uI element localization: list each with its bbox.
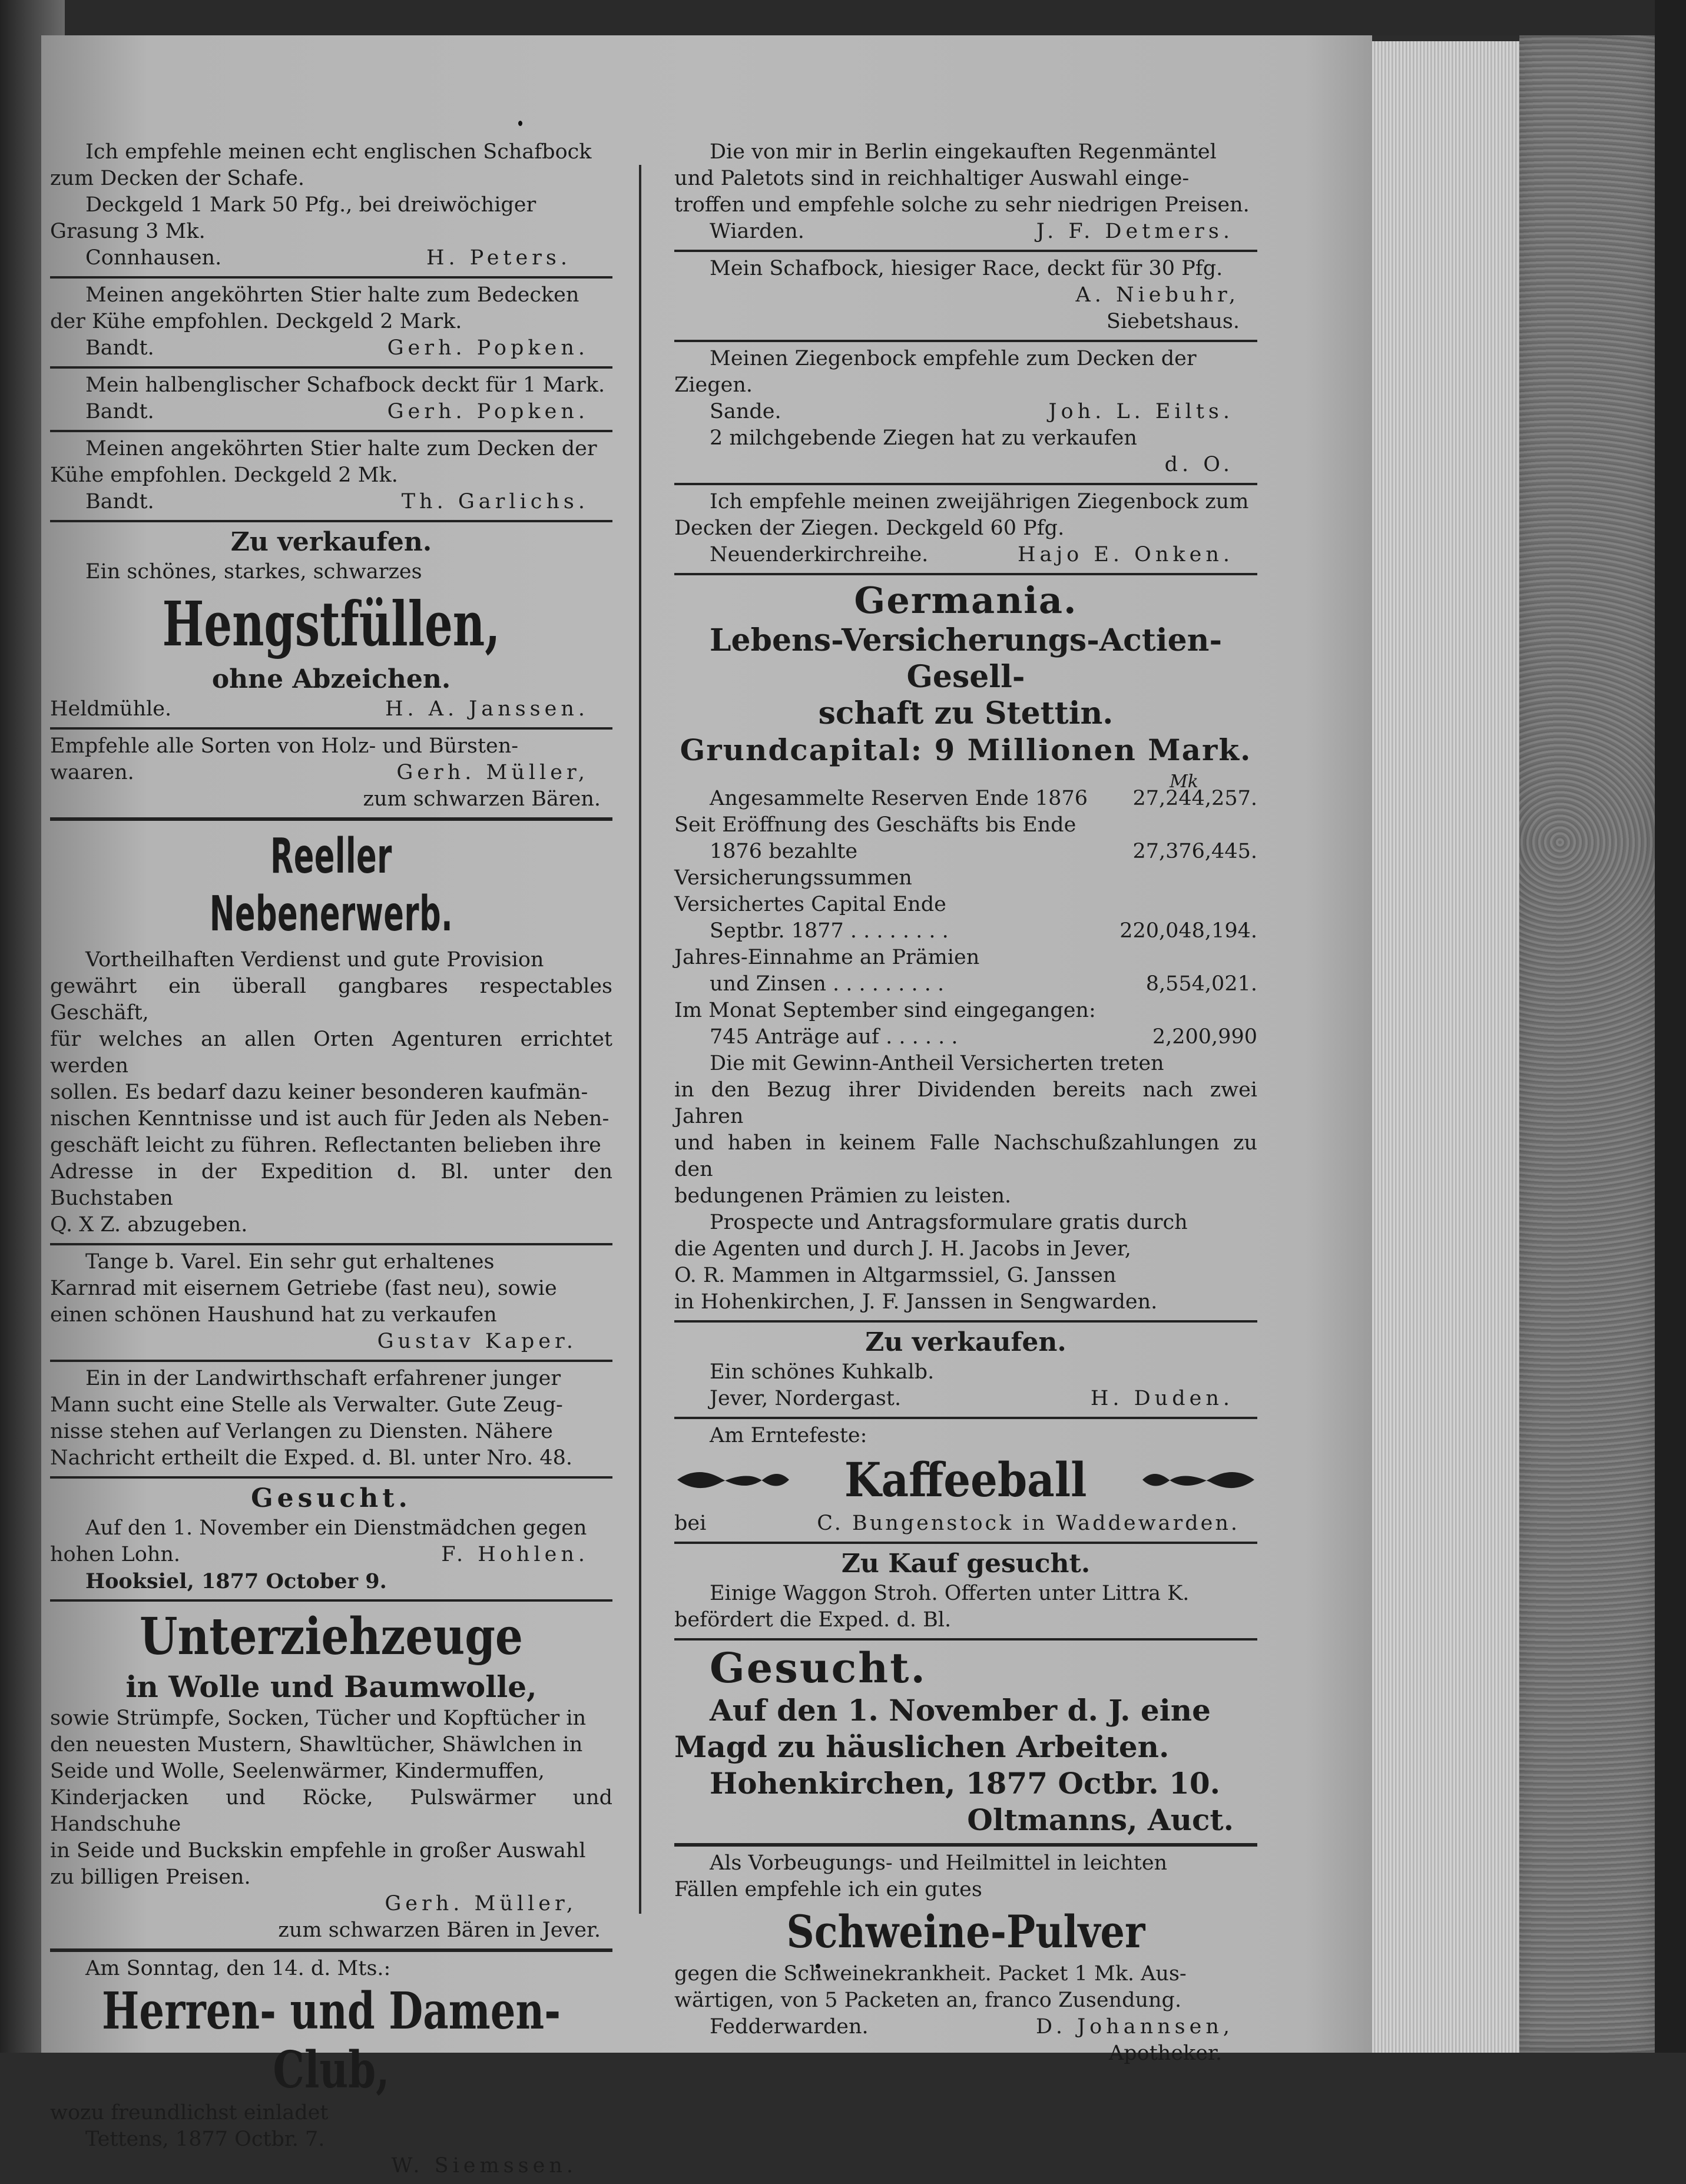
ad-text: Decken der Ziegen. Deckgeld 60 Pfg. bbox=[674, 516, 1065, 540]
row-label: Versichertes Capital Ende bbox=[674, 893, 946, 916]
ad-text: O. R. Mammen in Altgarmssiel, G. Janssen bbox=[674, 1264, 1117, 1287]
advertiser-name: Hajo E. Onken. bbox=[1017, 543, 1234, 566]
left-column bbox=[50, 135, 612, 2184]
signature-line bbox=[50, 399, 612, 425]
ad-text: Auf den 1. November ein Dienstmädchen gegen bbox=[85, 1516, 587, 1540]
signature-line bbox=[50, 489, 612, 515]
advertiser-name: d. O. bbox=[1164, 453, 1234, 476]
signature-line bbox=[674, 218, 1257, 245]
ad-text: Meinen angeköhrten Stier halte zum Decken der bbox=[85, 437, 597, 460]
capital-line: Grundcapital: 9 Millionen Mark. bbox=[680, 733, 1252, 767]
column-divider-lower bbox=[639, 1802, 641, 1914]
ad-text: Meinen angeköhrten Stier halte zum Bedecken bbox=[85, 283, 579, 307]
row-value: 27,376,445. bbox=[1132, 840, 1257, 863]
ad-subheading: schaft zu Stettin. bbox=[818, 695, 1114, 731]
advertiser-name: W. Siemssen. bbox=[391, 2154, 577, 2178]
scan-background-top bbox=[0, 0, 1686, 35]
ad-text: Empfehle alle Sorten von Holz- und Bürsten- bbox=[50, 734, 519, 758]
advertiser-name: Joh. L. Eilts. bbox=[1048, 400, 1234, 423]
ad-stroh bbox=[674, 1542, 1257, 1638]
dateline: Hooksiel, 1877 October 9. bbox=[85, 1569, 387, 1593]
row-value: 8,554,021. bbox=[1145, 972, 1257, 996]
table-row bbox=[674, 892, 1257, 918]
row-value: 220,048,194. bbox=[1119, 919, 1257, 943]
ad-hengstfuellen bbox=[50, 520, 612, 727]
ad-headline: Reeller Nebenerwerb. bbox=[209, 828, 453, 942]
ad-text: Magd zu häuslichen Arbeiten. bbox=[674, 1729, 1170, 1764]
ad-text: hohen Lohn. bbox=[50, 1543, 181, 1566]
signature-line bbox=[674, 1386, 1257, 1412]
signature-line bbox=[50, 335, 612, 362]
ad-text: Meinen Ziegenbock empfehle zum Decken der bbox=[710, 347, 1197, 370]
advertiser-name: C. Bungenstock in Waddewarden. bbox=[817, 1512, 1240, 1535]
ad-schafbock-peters bbox=[50, 135, 612, 276]
ad-germania bbox=[674, 573, 1257, 1320]
scan-background-right bbox=[1655, 0, 1686, 2053]
ad-text: Kinderjacken und Röcke, Pulswärmer und Handschuhe bbox=[50, 1786, 612, 1836]
advertiser-name: Gerh. Müller, bbox=[396, 761, 589, 784]
ad-headline: Germania. bbox=[854, 579, 1078, 622]
ad-schafbock-niebuhr bbox=[674, 250, 1257, 340]
ad-headline: Gesucht. bbox=[710, 1643, 927, 1692]
ad-dienstmaedchen bbox=[50, 1476, 612, 1599]
ad-text: Kühe empfohlen. Deckgeld 2 Mk. bbox=[50, 463, 398, 487]
ad-text: den neuesten Mustern, Shawltücher, Shäwlchen in bbox=[50, 1733, 583, 1757]
ad-kuhkalb-duden bbox=[674, 1320, 1257, 1417]
advertiser-name: Gerh. Popken. bbox=[387, 400, 589, 423]
ad-text: Vortheilhaften Verdienst und gute Provision bbox=[85, 948, 544, 972]
ad-text: für welches an allen Orten Agenturen errichtet werden bbox=[50, 1028, 612, 1078]
ad-magd-oltmanns bbox=[674, 1638, 1257, 1843]
place: Jever, Nordergast. bbox=[710, 1387, 902, 1410]
ad-text: der Kühe empfohlen. Deckgeld 2 Mark. bbox=[50, 310, 462, 333]
table-row bbox=[674, 786, 1257, 812]
place: Sande. bbox=[710, 400, 781, 423]
advertiser-name: Gerh. Popken. bbox=[387, 336, 589, 360]
ad-text: Ich empfehle meinen zweijährigen Ziegenbock zum bbox=[710, 490, 1249, 513]
ink-speck bbox=[518, 121, 522, 126]
ad-text: Nachricht ertheilt die Exped. d. Bl. unter Nro. 48. bbox=[50, 1446, 572, 1470]
advertiser-name: Gustav Kaper. bbox=[377, 1330, 577, 1353]
right-column bbox=[674, 135, 1257, 2072]
ad-stier-garlichs bbox=[50, 430, 612, 520]
ad-text: Die mit Gewinn-Antheil Versicherten treten bbox=[710, 1052, 1164, 1075]
ad-text: bei bbox=[674, 1512, 707, 1535]
ad-text: und haben in keinem Falle Nachschußzahlungen zu den bbox=[674, 1131, 1257, 1181]
row-value: 2,200,990 bbox=[1152, 1025, 1257, 1049]
table-row bbox=[674, 971, 1257, 997]
ad-text: wärtigen, von 5 Packeten an, franco Zusendung. bbox=[674, 1989, 1182, 2012]
row-label: 1876 bezahlte Versicherungssummen bbox=[674, 840, 912, 890]
dateline: Hohenkirchen, 1877 Octbr. 10. bbox=[710, 1766, 1221, 1801]
ad-text: Ein schönes Kuhkalb. bbox=[710, 1360, 935, 1384]
ad-text: in den Bezug ihrer Dividenden bereits nach zwei Jahren bbox=[674, 1078, 1257, 1128]
ad-text: zu billigen Preisen. bbox=[50, 1865, 251, 1889]
ad-text: Einige Waggon Stroh. Offerten unter Littra K. bbox=[710, 1582, 1190, 1605]
table-row bbox=[674, 997, 1257, 1024]
ad-unterziehzeuge bbox=[50, 1599, 612, 1948]
signature-line bbox=[674, 542, 1257, 568]
ad-text: Q. X Z. abzugeben. bbox=[50, 1213, 248, 1237]
ad-text: und Paletots sind in reichhaltiger Auswahl einge- bbox=[674, 167, 1190, 190]
ad-text: in Seide und Buckskin empfehle in großer Auswahl bbox=[50, 1839, 586, 1862]
ad-text: Als Vorbeugungs- und Heilmittel in leichten bbox=[710, 1851, 1168, 1875]
dateline: Tettens, 1877 Octbr. 7. bbox=[85, 2127, 325, 2151]
table-row bbox=[674, 839, 1257, 892]
advertiser-name: J. F. Detmers. bbox=[1036, 220, 1234, 243]
place: Bandt. bbox=[85, 400, 154, 423]
ad-text: Auf den 1. November d. J. eine bbox=[710, 1693, 1211, 1728]
ad-text: nisse stehen auf Verlangen zu Diensten. Nähere bbox=[50, 1420, 553, 1443]
table-row bbox=[674, 1024, 1257, 1050]
place: Fedderwarden. bbox=[710, 2015, 869, 2039]
signature-line bbox=[674, 1510, 1257, 1537]
advertiser-name: D. Johannsen, bbox=[1036, 2015, 1234, 2039]
signature-line bbox=[674, 399, 1257, 425]
ad-subheading: ohne Abzeichen. bbox=[211, 664, 451, 694]
ad-text: geschäft leicht zu führen. Reflectanten belieben ihre bbox=[50, 1134, 601, 1157]
signature-line bbox=[50, 1542, 612, 1568]
ad-verwalter bbox=[50, 1360, 612, 1476]
signature-line bbox=[50, 245, 612, 271]
advertiser-name: F. Hohlen. bbox=[441, 1543, 589, 1566]
ornament-left-icon bbox=[674, 1462, 792, 1497]
place: Heldmühle. bbox=[50, 697, 172, 721]
ad-text: Seide und Wolle, Seelenwärmer, Kindermuffen, bbox=[50, 1759, 545, 1783]
ad-headline: Unterziehzeuge bbox=[140, 1607, 523, 1666]
advertiser-name: Gerh. Müller, bbox=[385, 1892, 577, 1915]
ad-text: wozu freundlichst einladet bbox=[50, 2101, 329, 2125]
ad-text: Ein in der Landwirthschaft erfahrener junger bbox=[85, 1367, 561, 1390]
ad-regenmaentel-detmers bbox=[674, 135, 1257, 250]
ad-text: Adresse in der Expedition d. Bl. unter den Buchstaben bbox=[50, 1160, 612, 1210]
ad-herren-damen-club bbox=[50, 1948, 612, 2184]
ad-text: Tange b. Varel. Ein sehr gut erhaltenes bbox=[85, 1250, 495, 1274]
row-label: und Zinsen . . . . . . . . . bbox=[710, 972, 945, 996]
ad-text: Karnrad mit eisernem Getriebe (fast neu), sowie bbox=[50, 1277, 557, 1300]
ad-ziegenbock-onken bbox=[674, 483, 1257, 573]
ad-text: Deckgeld 1 Mark 50 Pfg., bei dreiwöchiger bbox=[85, 193, 536, 217]
ad-ziegenbock-eilts bbox=[674, 340, 1257, 483]
ad-text: zum Decken der Schafe. bbox=[50, 167, 305, 190]
ad-text: Prospecte und Antragsformulare gratis durch bbox=[710, 1211, 1188, 1234]
ad-text: Die von mir in Berlin eingekauften Regenmäntel bbox=[710, 140, 1217, 164]
ad-schweine-pulver bbox=[674, 1843, 1257, 2072]
ad-text: Mein halbenglischer Schafbock deckt für 1 Mark. bbox=[85, 373, 605, 397]
ad-text: einen schönen Haushund hat zu verkaufen bbox=[50, 1303, 497, 1327]
ad-heading: Zu verkaufen. bbox=[865, 1327, 1066, 1357]
row-label: Septbr. 1877 . . . . . . . . bbox=[710, 919, 949, 943]
ad-text: Am Erntefeste: bbox=[710, 1424, 867, 1447]
signature-line bbox=[50, 696, 612, 723]
ad-headline: Schweine-Pulver bbox=[786, 1905, 1145, 1958]
ad-schafbock-popken bbox=[50, 366, 612, 430]
ad-text: Am Sonntag, den 14. d. Mts.: bbox=[85, 1957, 391, 1980]
ad-subheading: in Wolle und Baumwolle, bbox=[125, 1669, 537, 1704]
ad-text: befördert die Exped. d. Bl. bbox=[674, 1608, 952, 1632]
place: Neuenderkirchreihe. bbox=[710, 543, 929, 566]
ad-text: gewährt ein überall gangbares respectables Geschäft, bbox=[50, 975, 612, 1025]
ad-text: sollen. Es bedarf dazu keiner besonderen kaufmän- bbox=[50, 1081, 588, 1104]
column-divider bbox=[639, 165, 641, 1902]
row-label: Seit Eröffnung des Geschäfts bis Ende bbox=[674, 813, 1076, 837]
ad-text: Ziegen. bbox=[674, 373, 753, 397]
advertiser-address: Siebetshaus. bbox=[1106, 310, 1240, 333]
place: Wiarden. bbox=[710, 220, 804, 243]
place: Bandt. bbox=[85, 490, 154, 513]
table-row bbox=[674, 944, 1257, 971]
ad-text: Ich empfehle meinen echt englischen Schafbock bbox=[85, 140, 592, 164]
ad-headline: Herren- und Damen-Club, bbox=[101, 1981, 561, 2100]
ad-text: waaren. bbox=[50, 761, 134, 784]
kaffeeball-banner bbox=[674, 1451, 1257, 1508]
advertiser-name: H. Duden. bbox=[1090, 1387, 1234, 1410]
signature-line bbox=[674, 2014, 1257, 2040]
ad-text: die Agenten und durch J. H. Jacobs in Jever, bbox=[674, 1237, 1131, 1261]
ad-text: Fällen empfehle ich ein gutes bbox=[674, 1878, 982, 1901]
ad-heading: Gesucht. bbox=[251, 1483, 412, 1513]
row-value: 27,244,257. bbox=[1132, 787, 1257, 810]
ad-text: sowie Strümpfe, Socken, Tücher und Kopftücher in bbox=[50, 1706, 587, 1730]
ornament-right-icon bbox=[1140, 1462, 1257, 1497]
ad-text: troffen und empfehle solche zu sehr niedrigen Preisen. bbox=[674, 193, 1250, 217]
ad-heading: Zu Kauf gesucht. bbox=[841, 1549, 1091, 1579]
ad-subheading: Lebens-Versicherungs-Actien-Gesell- bbox=[709, 622, 1223, 695]
place: Bandt. bbox=[85, 336, 154, 360]
financial-table bbox=[674, 786, 1257, 1050]
ad-text: Ein schönes, starkes, schwarzes bbox=[85, 560, 422, 584]
ad-text: gegen die Schweinekrankheit. Packet 1 Mk. Aus- bbox=[674, 1962, 1187, 1986]
ad-headline: Hengstfüllen, bbox=[162, 588, 501, 660]
advertiser-name: Oltmanns, Auct. bbox=[967, 1802, 1234, 1837]
ad-holzwaaren-mueller bbox=[50, 727, 612, 817]
table-row bbox=[674, 812, 1257, 839]
ad-text: in Hohenkirchen, J. F. Janssen in Sengwarden. bbox=[674, 1290, 1158, 1314]
marbled-cover-board bbox=[1519, 35, 1655, 2053]
advertiser-address: zum schwarzen Bären. bbox=[363, 787, 601, 811]
row-label: Angesammelte Reserven Ende 1876 bbox=[710, 787, 1088, 810]
advertiser-name: Th. Garlichs. bbox=[401, 490, 589, 513]
row-label: Im Monat September sind eingegangen: bbox=[674, 999, 1096, 1022]
row-label: 745 Anträge auf . . . . . . bbox=[710, 1025, 958, 1049]
ad-text: nischen Kenntnisse und ist auch für Jeden als Neben- bbox=[50, 1107, 610, 1131]
ad-text: Mein Schafbock, hiesiger Race, deckt für 30 Pfg. bbox=[710, 257, 1223, 280]
advertiser-name: A. Niebuhr, bbox=[1075, 283, 1240, 307]
advertiser-address: zum schwarzen Bären in Jever. bbox=[278, 1918, 601, 1942]
table-row bbox=[674, 918, 1257, 944]
book-fore-edge bbox=[1372, 41, 1519, 2053]
ad-text: bedungenen Prämien zu leisten. bbox=[674, 1184, 1012, 1208]
ad-text: Grasung 3 Mk. bbox=[50, 220, 206, 243]
ad-heading: Zu verkaufen. bbox=[230, 527, 432, 557]
row-label: Jahres-Einnahme an Prämien bbox=[674, 946, 980, 969]
ad-headline: Kaffeeball bbox=[844, 1452, 1087, 1507]
ad-text: 2 milchgebende Ziegen hat zu verkaufen bbox=[710, 426, 1137, 450]
place: Connhausen. bbox=[85, 246, 222, 270]
advertiser-title: Apotheker. bbox=[1108, 2042, 1222, 2065]
currency-symbol: Mk bbox=[1170, 771, 1198, 792]
ad-karnrad-kaper bbox=[50, 1243, 612, 1360]
ad-stier-popken bbox=[50, 276, 612, 366]
advertiser-name: H. Peters. bbox=[426, 246, 571, 270]
ad-kaffeeball bbox=[674, 1417, 1257, 1542]
advertiser-name: H. A. Janssen. bbox=[385, 697, 589, 721]
ad-nebenerwerb bbox=[50, 817, 612, 1243]
ad-text: Mann sucht eine Stelle als Verwalter. Gute Zeug- bbox=[50, 1393, 563, 1417]
